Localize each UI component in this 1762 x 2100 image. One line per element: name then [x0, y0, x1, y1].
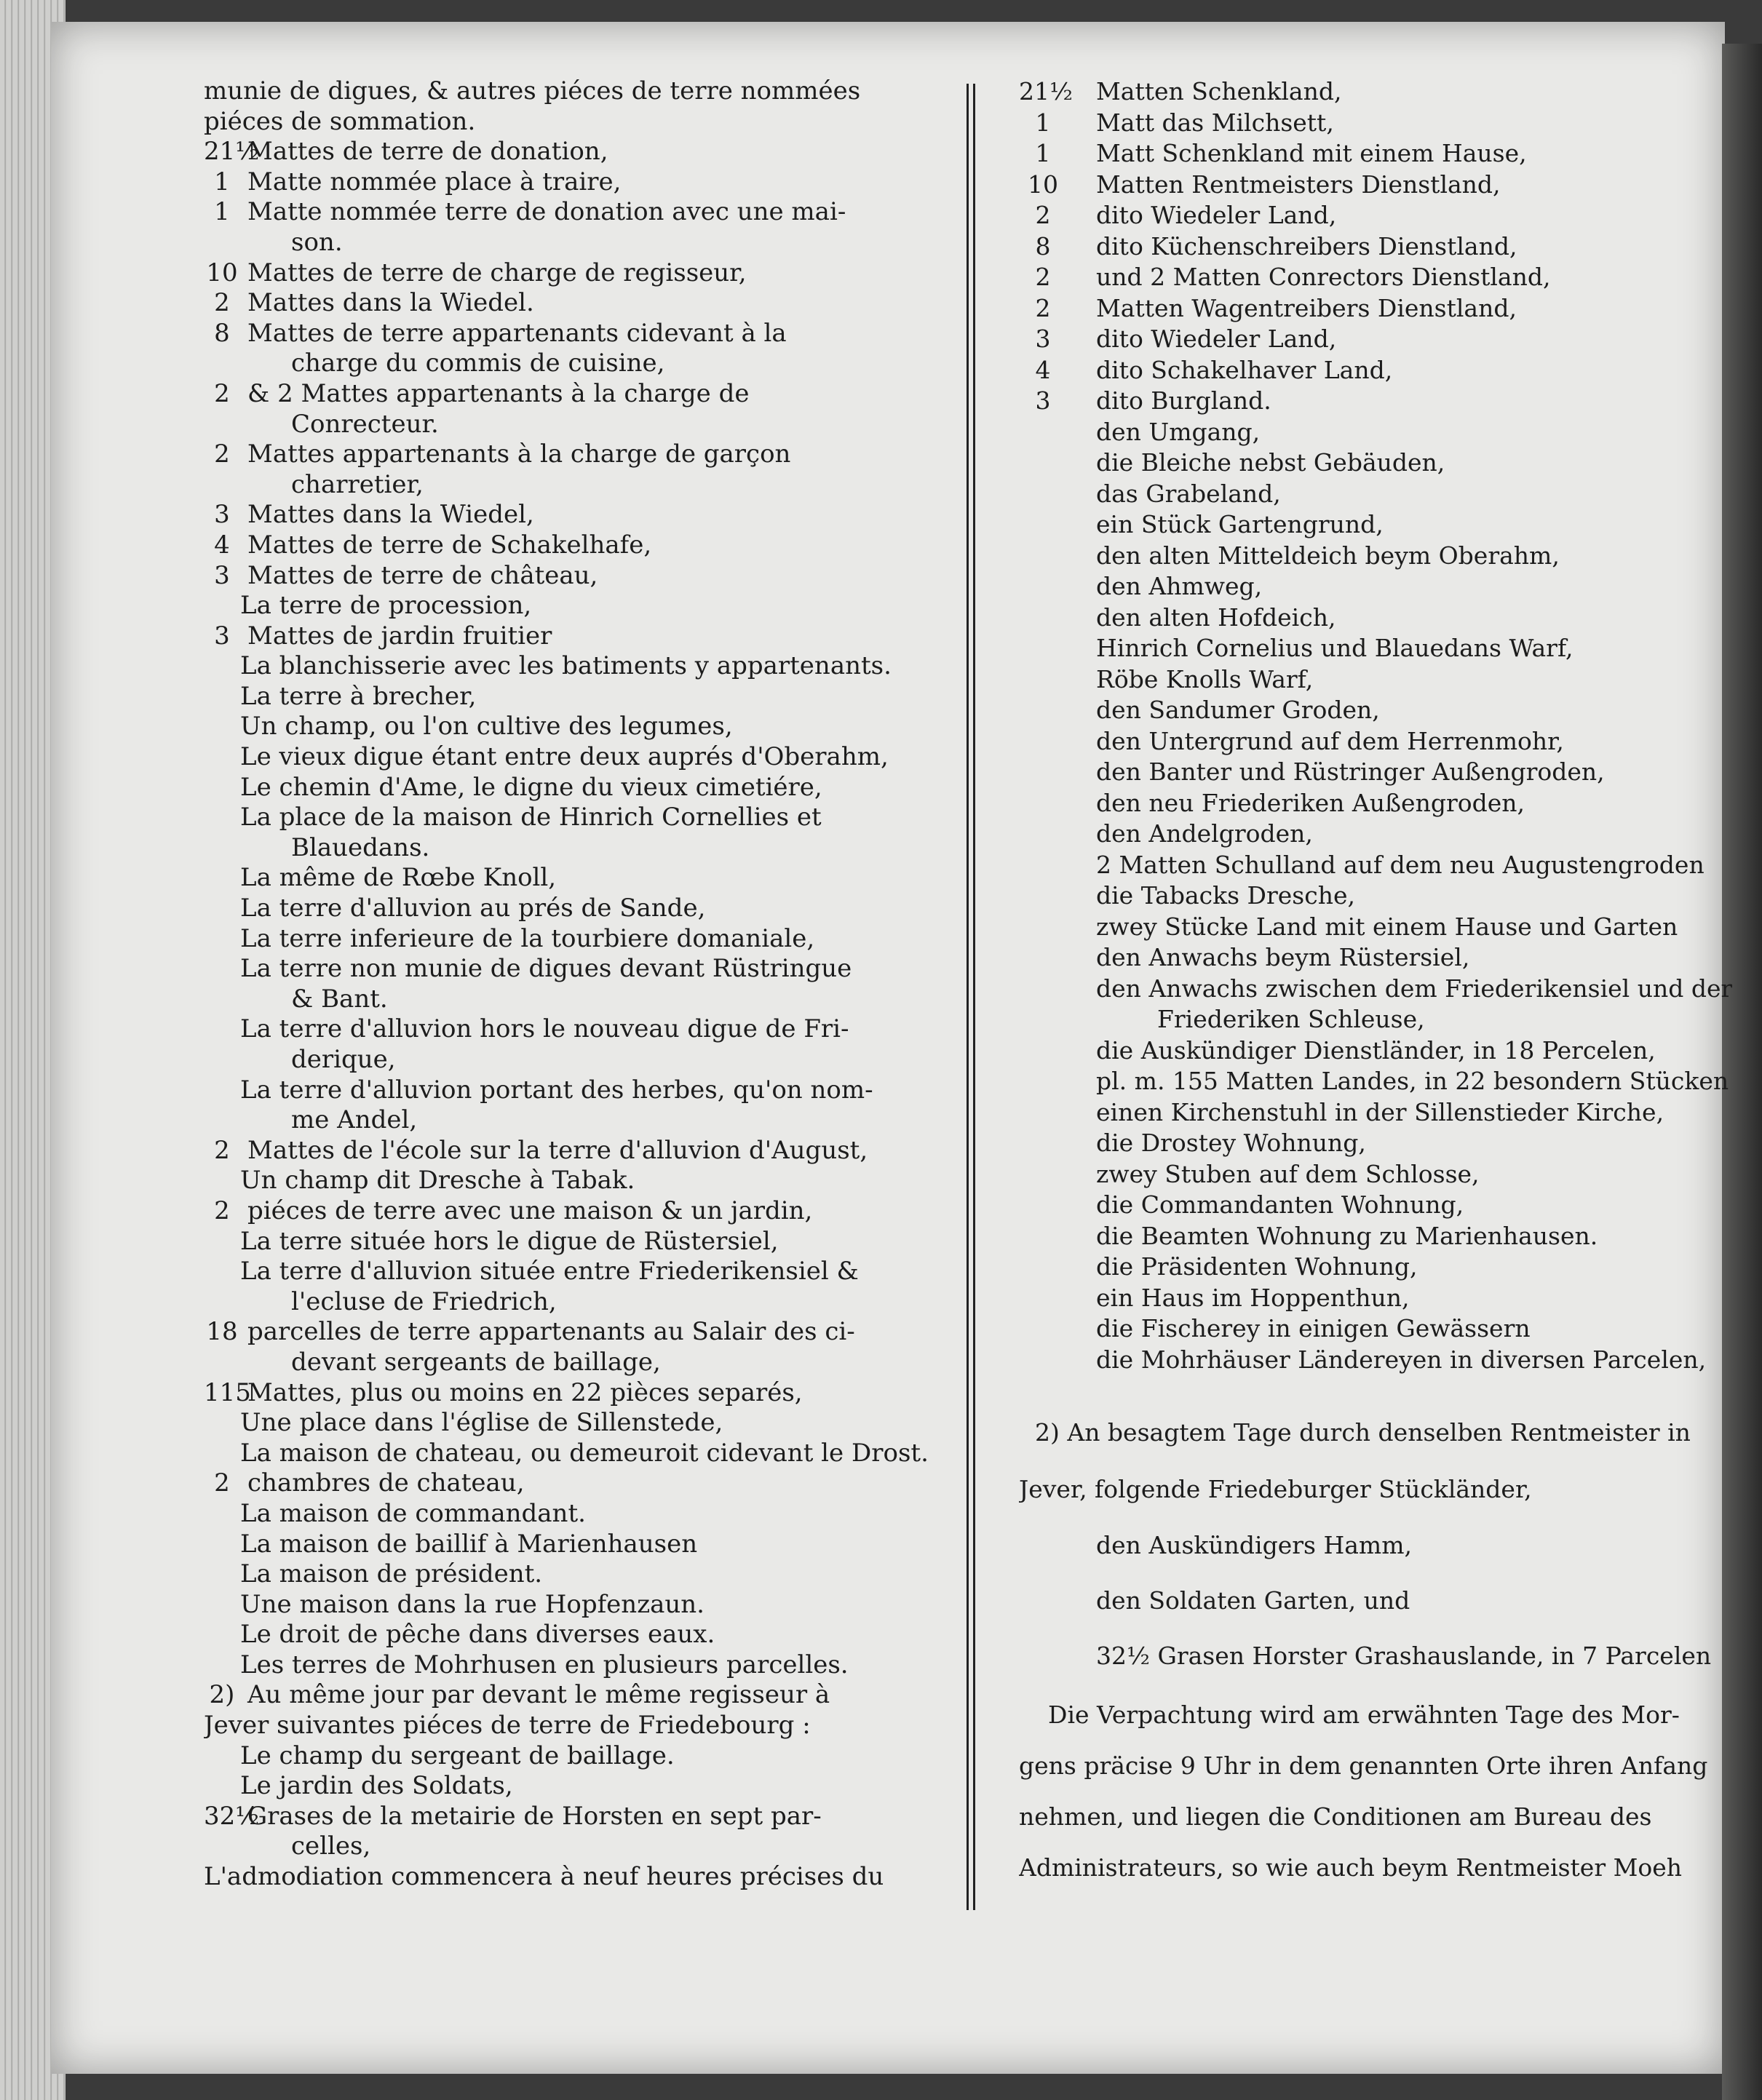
line-text: La même de Rœbe Knoll, [240, 863, 557, 893]
section-item: den Soldaten Garten, und [1096, 1586, 1410, 1615]
item-number: 10 [206, 258, 238, 287]
german-line [1019, 1190, 1732, 1221]
french-line [204, 107, 946, 138]
line-text: den Anwachs zwischen dem Friederikensiel und der [1096, 974, 1732, 1003]
item-number: 3 [214, 500, 230, 530]
line-text: La terre à brecher, [240, 681, 477, 711]
line-text: & 2 Mattes appartenants à la charge de [247, 378, 750, 408]
french-line [204, 1468, 946, 1499]
french-line [204, 1287, 946, 1318]
german-line [1019, 324, 1732, 355]
french-line [204, 863, 946, 894]
item-number: 4 [1035, 355, 1051, 384]
french-line [204, 712, 946, 742]
closing-paragraph-line: Die Verpachtung wird am erwähnten Tage des Mor- [1048, 1701, 1680, 1729]
french-line [204, 319, 946, 349]
line-text: Mattes de terre de Schakelhafe, [247, 530, 652, 560]
german-line [1019, 1313, 1732, 1345]
german-line [1019, 633, 1732, 664]
line-text: die Tabacks Dresche, [1096, 881, 1355, 910]
item-number: 10 [1028, 170, 1058, 199]
german-line [1019, 1035, 1732, 1067]
german-line [1019, 757, 1732, 788]
line-text: die Drostey Wohnung, [1096, 1129, 1366, 1157]
item-number: 2 [214, 1135, 230, 1165]
item-number: 2 [214, 378, 230, 408]
line-text: charretier, [291, 469, 424, 499]
line-text: den alten Hofdeich, [1096, 602, 1336, 632]
german-line [1019, 695, 1732, 726]
line-text: Matten Rentmeisters Dienstland, [1096, 170, 1501, 199]
german-line [1019, 850, 1732, 881]
item-number: 4 [214, 530, 230, 560]
french-line [204, 1680, 946, 1711]
french-line [204, 1196, 946, 1227]
line-text: chambres de chateau, [247, 1468, 525, 1498]
line-text: Röbe Knolls Warf, [1096, 664, 1314, 693]
line-text: die Bleiche nebst Gebäuden, [1096, 448, 1445, 477]
french-line [204, 591, 946, 621]
french-line [204, 742, 946, 773]
french-line [204, 1802, 946, 1832]
line-text: La terre non munie de digues devant Rüstringue [240, 954, 852, 984]
french-line [204, 1227, 946, 1257]
item-number: 2 [214, 1196, 230, 1225]
line-text: L'admodiation commencera à neuf heures précises du [204, 1862, 884, 1892]
german-line [1019, 942, 1732, 974]
line-text: den Umgang, [1096, 417, 1261, 446]
german-column [1019, 76, 1732, 1893]
line-text: die Fischerey in einigen Gewässern [1096, 1314, 1531, 1343]
french-line [204, 833, 946, 864]
line-text: den Anwachs beym Rüstersiel, [1096, 943, 1470, 971]
item-number: 3 [1035, 325, 1051, 353]
line-text: den Untergrund auf dem Herrenmohr, [1096, 726, 1564, 755]
french-line [204, 1559, 946, 1590]
french-line [204, 228, 946, 258]
line-text: dito Wiedeler Land, [1096, 201, 1337, 229]
closing-paragraph-line: Administrateurs, so wie auch beym Rentmeister Moeh [1019, 1853, 1683, 1882]
line-text: Matt das Milchsett, [1096, 108, 1334, 137]
line-text: Le jardin des Soldats, [240, 1771, 513, 1801]
french-line [204, 1317, 946, 1348]
line-text: Mattes de terre de donation, [247, 137, 608, 167]
item-number: 2 [1035, 263, 1051, 291]
line-text: Grases de la metairie de Horsten en sept par- [247, 1801, 822, 1831]
line-text: me Andel, [291, 1105, 418, 1135]
french-line [204, 621, 946, 652]
section-gap [1019, 1375, 1732, 1404]
closing-paragraph-line: gens präcise 9 Uhr in dem genannten Orte ihren Anfang [1019, 1751, 1708, 1780]
german-line [1019, 293, 1732, 325]
french-line [204, 1711, 946, 1741]
german-line [1019, 664, 1732, 696]
line-text: La terre de procession, [240, 591, 532, 621]
line-text: Hinrich Cornelius und Blauedans Warf, [1096, 634, 1574, 662]
line-text: Les terres de Mohrhusen en plusieurs parcelles. [240, 1650, 849, 1679]
line-text: Le droit de pêche dans diverses eaux. [240, 1620, 715, 1650]
french-line [204, 1075, 946, 1106]
line-text: Au même jour par devant le même regisseur à [247, 1680, 830, 1710]
german-line [1019, 1128, 1732, 1159]
line-text: La terre d'alluvion portant des herbes, qu'on nom- [240, 1075, 873, 1105]
line-text: die Präsidenten Wohnung, [1096, 1252, 1418, 1281]
german-line [1019, 1066, 1732, 1097]
french-line [204, 1166, 946, 1196]
line-text: Une maison dans la rue Hopfenzaun. [240, 1589, 705, 1619]
german-line [1019, 1283, 1732, 1314]
french-line [204, 1378, 946, 1409]
item-number: 2 [214, 288, 230, 318]
item-number: 21½ [1019, 77, 1073, 106]
french-line [204, 288, 946, 319]
line-text: Mattes de terre de charge de regisseur, [247, 258, 747, 287]
german-line [1019, 571, 1732, 602]
french-line [204, 379, 946, 410]
german-line [1019, 819, 1732, 850]
line-text: ein Stück Gartengrund, [1096, 510, 1384, 538]
german-line [1019, 1159, 1732, 1190]
line-text: einen Kirchenstuhl in der Sillenstieder Kirche, [1096, 1097, 1664, 1126]
line-text: Mattes appartenants à la charge de garçon [247, 440, 791, 469]
line-text: dito Schakelhaver Land, [1096, 355, 1393, 384]
german-line [1019, 1252, 1732, 1283]
german-line [1019, 1097, 1732, 1129]
line-text: & Bant. [291, 984, 388, 1014]
french-line [204, 985, 946, 1015]
item-number: 115 [204, 1377, 251, 1407]
line-text: La terre d'alluvion hors le nouveau digue de Fri- [240, 1014, 849, 1044]
french-line [204, 76, 946, 107]
line-text: La terre d'alluvion au prés de Sande, [240, 894, 706, 923]
french-line [204, 1136, 946, 1166]
column-divider [967, 84, 975, 1910]
closing-paragraph-line: nehmen, und liegen die Conditionen am Bureau des [1019, 1802, 1652, 1831]
french-line [204, 1650, 946, 1681]
french-line [204, 440, 946, 470]
french-line [204, 258, 946, 289]
item-number: 3 [214, 621, 230, 651]
french-line [204, 1045, 946, 1075]
german-line [1019, 76, 1732, 108]
line-text: Le champ du sergeant de baillage. [240, 1741, 675, 1770]
line-text: Mattes dans la Wiedel, [247, 500, 534, 530]
line-text: Matten Wagentreibers Dienstland, [1096, 293, 1517, 322]
line-text: Matte nommée terre de donation avec une mai- [247, 197, 846, 227]
french-line [204, 682, 946, 712]
german-line [1019, 974, 1732, 1005]
german-line [1019, 912, 1732, 943]
line-text: derique, [291, 1045, 396, 1074]
line-text: Blauedans. [291, 832, 430, 862]
german-line [1019, 170, 1732, 201]
french-line [204, 167, 946, 198]
french-line [204, 1620, 946, 1650]
item-number: 3 [1035, 386, 1051, 415]
item-number: 3 [214, 560, 230, 590]
line-text: ein Haus im Hoppenthun, [1096, 1283, 1410, 1312]
line-text: Mattes de terre appartenants cidevant à la [247, 318, 787, 348]
item-number: 8 [214, 318, 230, 348]
line-text: Le vieux digue étant entre deux auprés d'Oberahm, [240, 742, 889, 772]
german-line [1019, 231, 1732, 263]
line-text: piéces de terre avec une maison & un jardin, [247, 1196, 813, 1225]
item-number: 21½ [204, 137, 260, 167]
german-line [1019, 788, 1732, 819]
french-line [204, 1014, 946, 1045]
line-text: munie de digues, & autres piéces de terre nommées [204, 76, 861, 106]
line-text: die Beamten Wohnung zu Marienhausen. [1096, 1221, 1598, 1250]
french-line [204, 954, 946, 985]
line-text: Friederiken Schleuse, [1157, 1005, 1425, 1033]
french-line [204, 1408, 946, 1439]
line-text: pl. m. 155 Matten Landes, in 22 besondern Stücken [1096, 1067, 1729, 1095]
section-heading-line: 2) An besagtem Tage durch denselben Rentmeister in [1035, 1418, 1691, 1447]
line-text: Mattes de l'école sur la terre d'alluvion d'August, [247, 1135, 868, 1165]
german-line [1019, 1345, 1732, 1376]
line-text: den alten Mitteldeich beym Oberahm, [1096, 541, 1560, 570]
line-text: die Mohrhäuser Ländereyen in diversen Parcelen, [1096, 1345, 1707, 1374]
french-line [204, 1831, 946, 1862]
item-number: 2 [214, 440, 230, 469]
item-number: 32½ [204, 1801, 260, 1831]
line-text: La terre située hors le digue de Rüstersiel, [240, 1226, 779, 1256]
line-text: charge du commis de cuisine, [291, 349, 665, 378]
line-text: La maison de président. [240, 1559, 543, 1589]
section-heading-line: Jever, folgende Friedeburger Stückländer, [1019, 1475, 1532, 1503]
line-text: zwey Stuben auf dem Schlosse, [1096, 1159, 1480, 1188]
line-text: die Commandanten Wohnung, [1096, 1190, 1464, 1219]
line-text: den Sandumer Groden, [1096, 696, 1380, 724]
german-line [1019, 355, 1732, 386]
french-column [204, 76, 946, 1893]
line-text: und 2 Matten Conrectors Dienstland, [1096, 263, 1551, 291]
line-text: den Ahmweg, [1096, 572, 1263, 600]
french-line [204, 651, 946, 682]
german-line [1019, 880, 1732, 912]
line-text: Jever suivantes piéces de terre de Friedebourg : [204, 1711, 811, 1741]
line-text: La terre d'alluvion située entre Friederikensiel & [240, 1257, 859, 1286]
line-text: den neu Friederiken Außengroden, [1096, 788, 1525, 817]
french-line [204, 1741, 946, 1772]
german-line [1019, 479, 1732, 510]
line-text: devant sergeants de baillage, [291, 1347, 661, 1377]
line-text: Une place dans l'église de Sillenstede, [240, 1408, 723, 1438]
french-line [204, 894, 946, 924]
line-text: La maison de baillif à Marienhausen [240, 1529, 698, 1559]
line-text: Un champ, ou l'on cultive des legumes, [240, 712, 733, 741]
french-line [204, 530, 946, 561]
french-line [204, 1257, 946, 1287]
french-line [204, 1348, 946, 1378]
german-line [1019, 448, 1732, 479]
french-line [204, 1771, 946, 1802]
line-text: La maison de commandant. [240, 1498, 586, 1528]
line-text: piéces de sommation. [204, 106, 476, 136]
line-text: 2 Matten Schulland auf dem neu Augustengroden [1096, 850, 1705, 879]
german-line [1019, 262, 1732, 293]
line-text: Matten Schenkland, [1096, 77, 1342, 106]
german-line [1019, 200, 1732, 231]
line-text: Conrecteur. [291, 409, 439, 439]
german-line [1019, 138, 1732, 170]
line-text: Mattes dans la Wiedel. [247, 288, 534, 318]
german-line [1019, 509, 1732, 541]
line-text: Le chemin d'Ame, le digne du vieux cimetiére, [240, 772, 822, 802]
french-line [204, 349, 946, 379]
line-text: das Grabeland, [1096, 479, 1281, 508]
line-text: celles, [291, 1831, 371, 1861]
item-number: 1 [1035, 139, 1051, 167]
line-text: La place de la maison de Hinrich Cornellies et [240, 803, 822, 832]
french-line [204, 561, 946, 592]
french-line [204, 1105, 946, 1136]
french-line [204, 1499, 946, 1530]
item-number: 2 [1035, 201, 1051, 229]
french-line [204, 410, 946, 440]
item-number: 2) [209, 1680, 235, 1710]
german-line [1019, 1004, 1732, 1035]
german-line [1019, 386, 1732, 417]
german-line [1019, 417, 1732, 448]
french-line [204, 500, 946, 530]
french-line [204, 1590, 946, 1620]
line-text: parcelles de terre appartenants au Salair des ci- [247, 1317, 855, 1347]
line-text: Matt Schenkland mit einem Hause, [1096, 139, 1527, 167]
line-text: Un champ dit Dresche à Tabak. [240, 1166, 635, 1196]
line-text: l'ecluse de Friedrich, [291, 1286, 557, 1316]
item-number: 2 [214, 1468, 230, 1498]
line-text: dito Küchenschreibers Dienstland, [1096, 231, 1517, 260]
item-number: 2 [1035, 293, 1051, 322]
section-item: den Auskündigers Hamm, [1096, 1531, 1412, 1559]
line-text: La terre inferieure de la tourbiere domaniale, [240, 923, 815, 953]
french-line [204, 924, 946, 955]
line-text: Mattes de jardin fruitier [247, 621, 552, 651]
line-text: Mattes de terre de château, [247, 560, 598, 590]
french-line [204, 137, 946, 167]
german-line [1019, 1221, 1732, 1252]
item-number: 8 [1035, 231, 1051, 260]
line-text: Matte nommée place à traire, [247, 167, 622, 196]
german-line [1019, 726, 1732, 757]
line-text: La maison de chateau, ou demeuroit cidevant le Drost. [240, 1438, 929, 1468]
french-line [204, 1530, 946, 1560]
german-line [1019, 108, 1732, 139]
german-line [1019, 541, 1732, 572]
line-text: La blanchisserie avec les batiments y appartenants. [240, 651, 892, 681]
section-item: 32½ Grasen Horster Grashauslande, in 7 Parcelen [1096, 1642, 1712, 1670]
french-line [204, 1439, 946, 1469]
german-line [1019, 602, 1732, 634]
item-number: 1 [1035, 108, 1051, 137]
french-line [204, 197, 946, 228]
french-line [204, 803, 946, 833]
line-text: zwey Stücke Land mit einem Hause und Garten [1096, 912, 1678, 941]
item-number: 1 [214, 167, 230, 196]
french-line [204, 470, 946, 501]
line-text: son. [291, 227, 343, 257]
french-line [204, 1862, 946, 1893]
line-text: Mattes, plus ou moins en 22 pièces separés, [247, 1377, 803, 1407]
line-text: dito Burgland. [1096, 386, 1271, 415]
french-line [204, 773, 946, 803]
line-text: den Banter und Rüstringer Außengroden, [1096, 757, 1605, 786]
item-number: 18 [206, 1317, 238, 1347]
line-text: die Auskündiger Dienstländer, in 18 Percelen, [1096, 1035, 1656, 1065]
line-text: dito Wiedeler Land, [1096, 325, 1337, 353]
item-number: 1 [214, 197, 230, 227]
line-text: den Andelgroden, [1096, 819, 1313, 848]
